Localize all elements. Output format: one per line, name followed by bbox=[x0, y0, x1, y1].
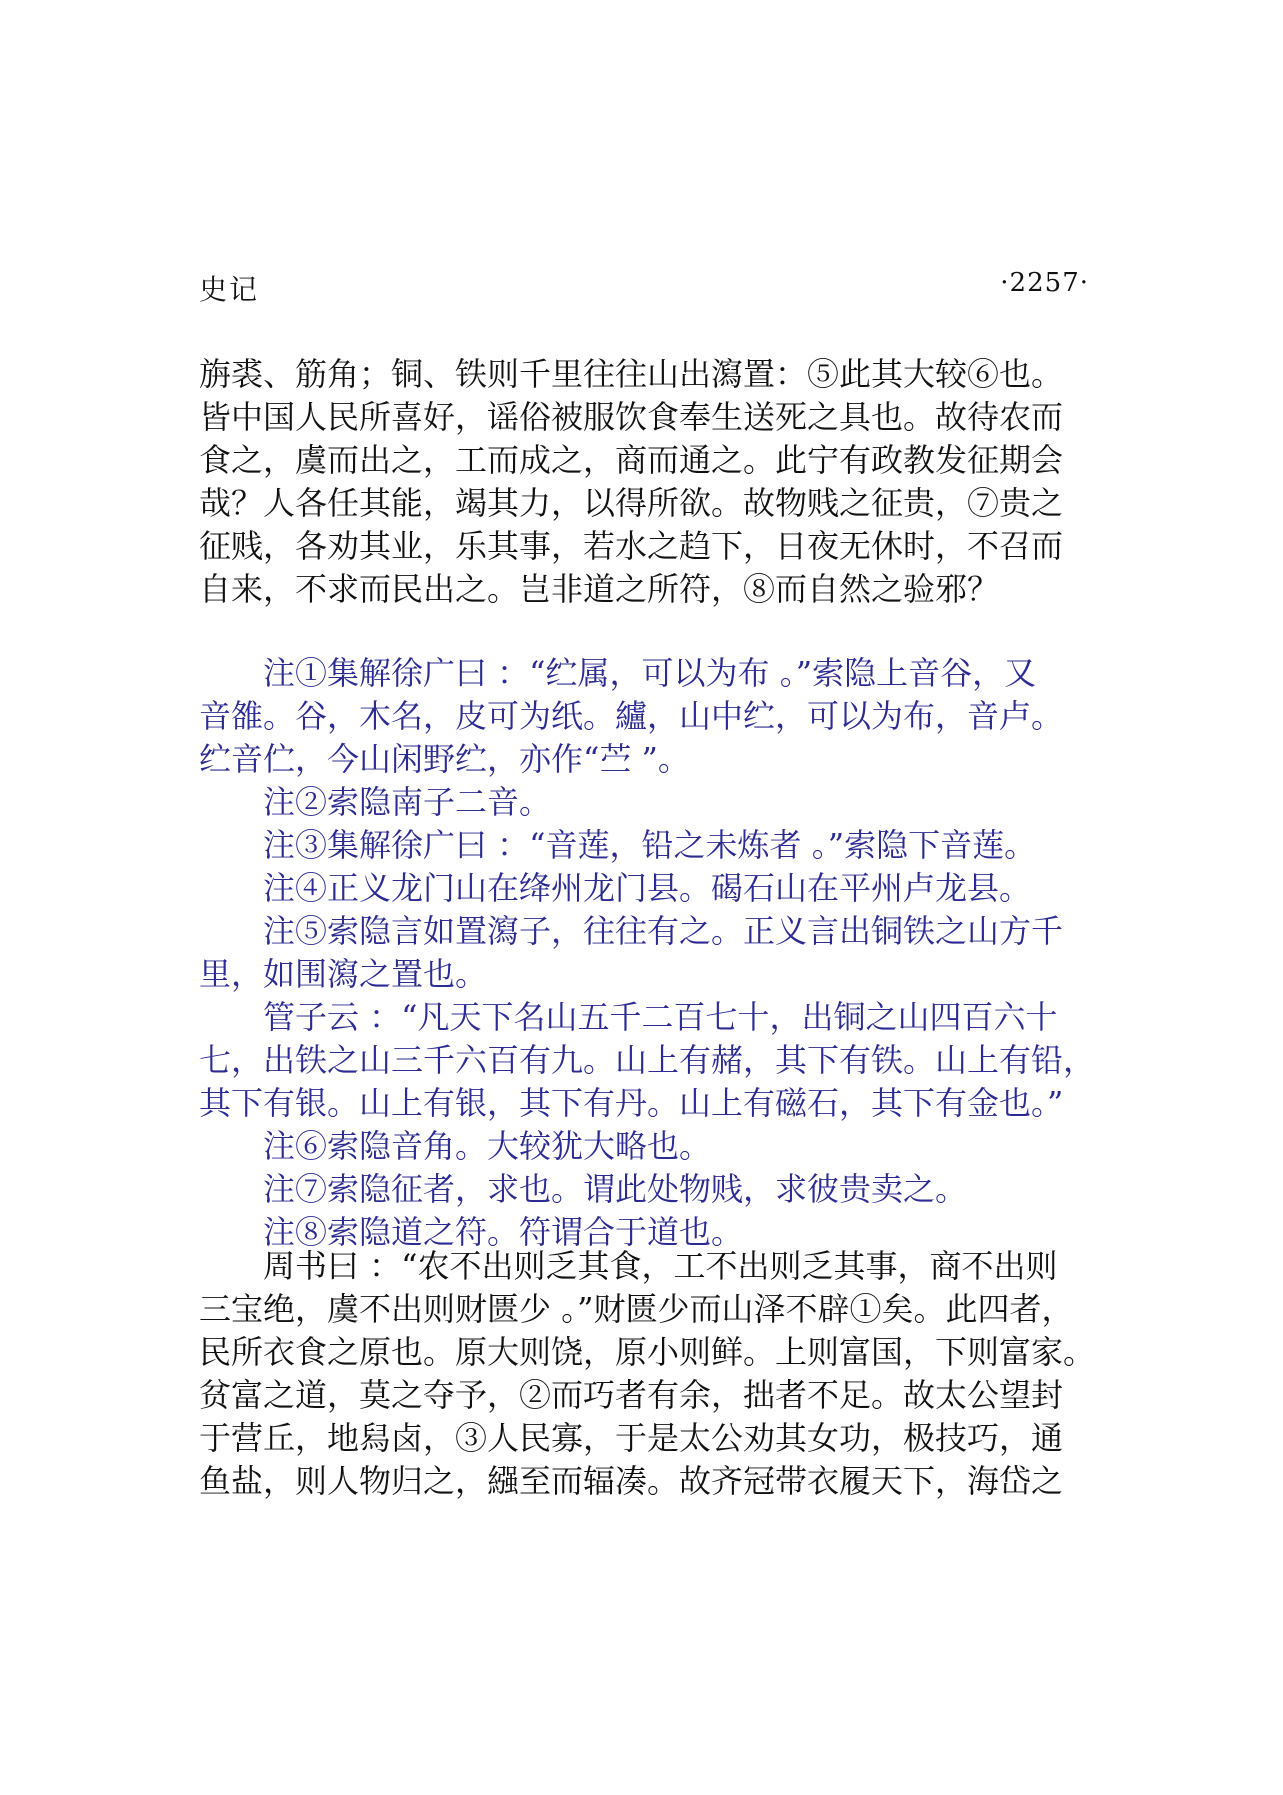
book-title: 史记 bbox=[199, 273, 260, 306]
body-text-line: 民所衣食之原也。原大则饶，原小则鲜。上则富国，下则富家。 bbox=[199, 1333, 1096, 1371]
body-text-line: 鱼盐，则人物归之，繦至而辐凑。故齐冠带衣履天下，海岱之 bbox=[199, 1462, 1064, 1500]
annotation-notes bbox=[199, 652, 1099, 1254]
page-number: ·2257· bbox=[1000, 268, 1089, 298]
note-line: 其下有银。山上有银，其下有丹。山上有磁石，其下有金也。” bbox=[199, 1084, 1064, 1122]
main-text-line: 皆中国人民所喜好，谣俗被服饮食奉生送死之具也。故待农而 bbox=[199, 398, 1064, 436]
note-line: 里，如围瀉之置也。 bbox=[199, 955, 488, 993]
note-line: 注①集解徐广曰 ：“纻属，可以为布 。”索隐上音谷，又 bbox=[263, 654, 1037, 692]
body-text-line: 贫富之道，莫之夺予，②而巧者有余，拙者不足。故太公望封 bbox=[199, 1376, 1064, 1414]
main-text-line: 征贱，各劝其业，乐其事，若水之趋下，日夜无休时，不召而 bbox=[199, 527, 1064, 565]
note-line: 纻音伫，今山闲野纻，亦作“苎 ”。 bbox=[199, 740, 690, 778]
main-text-line: 旃裘、筋角；铜、铁则千里往往山出瀉置：⑤此其大较⑥也。 bbox=[199, 355, 1064, 393]
body-text-line: 于营丘，地舄卤，③人民寡，于是太公劝其女功，极技巧，通 bbox=[199, 1419, 1064, 1457]
note-line: 注④正义龙门山在绛州龙门县。碣石山在平州卢龙县。 bbox=[263, 869, 1032, 907]
body-text-line: 周书曰 ：“农不出则乏其食，工不出则乏其事，商不出则 bbox=[263, 1247, 1058, 1285]
continuation-text-block bbox=[199, 1245, 1099, 1503]
main-text-line: 自来，不求而民出之。岂非道之所符，⑧而自然之验邪？ bbox=[199, 570, 1000, 608]
main-text-line: 哉？人各任其能，竭其力，以得所欲。故物贱之征贵，⑦贵之 bbox=[199, 484, 1064, 522]
note-line: 注⑤索隐言如置瀉子，往往有之。正义言出铜铁之山方千 bbox=[263, 912, 1064, 950]
page-header bbox=[199, 268, 1089, 308]
note-line: 注③集解徐广曰 ：“音莲，铅之未炼者 。”索隐下音莲。 bbox=[263, 826, 1037, 864]
note-line: 管子云 ：“凡天下名山五千二百七十，出铜之山四百六十 bbox=[263, 998, 1058, 1036]
note-line: 音雒。谷，木名，皮可为纸。纑，山中纻，可以为布，音卢。 bbox=[199, 697, 1064, 735]
note-line: 注⑧索隐道之符。符谓合于道也。 bbox=[263, 1213, 744, 1251]
note-line: 注⑥索隐音角。大较犹大略也。 bbox=[263, 1127, 712, 1165]
note-line: 七，出铁之山三千六百有九。山上有赭，其下有铁。山上有铅， bbox=[199, 1041, 1096, 1079]
body-text-line: 三宝绝，虞不出则财匮少 。”财匮少而山泽不辟①矣。此四者， bbox=[199, 1290, 1074, 1328]
note-line: 注②索隐南子二音。 bbox=[263, 783, 552, 821]
note-line: 注⑦索隐征者，求也。谓此处物贱，求彼贵卖之。 bbox=[263, 1170, 968, 1208]
main-text-block bbox=[199, 353, 1099, 611]
main-text-line: 食之，虞而出之，工而成之，商而通之。此宁有政教发征期会 bbox=[199, 441, 1064, 479]
